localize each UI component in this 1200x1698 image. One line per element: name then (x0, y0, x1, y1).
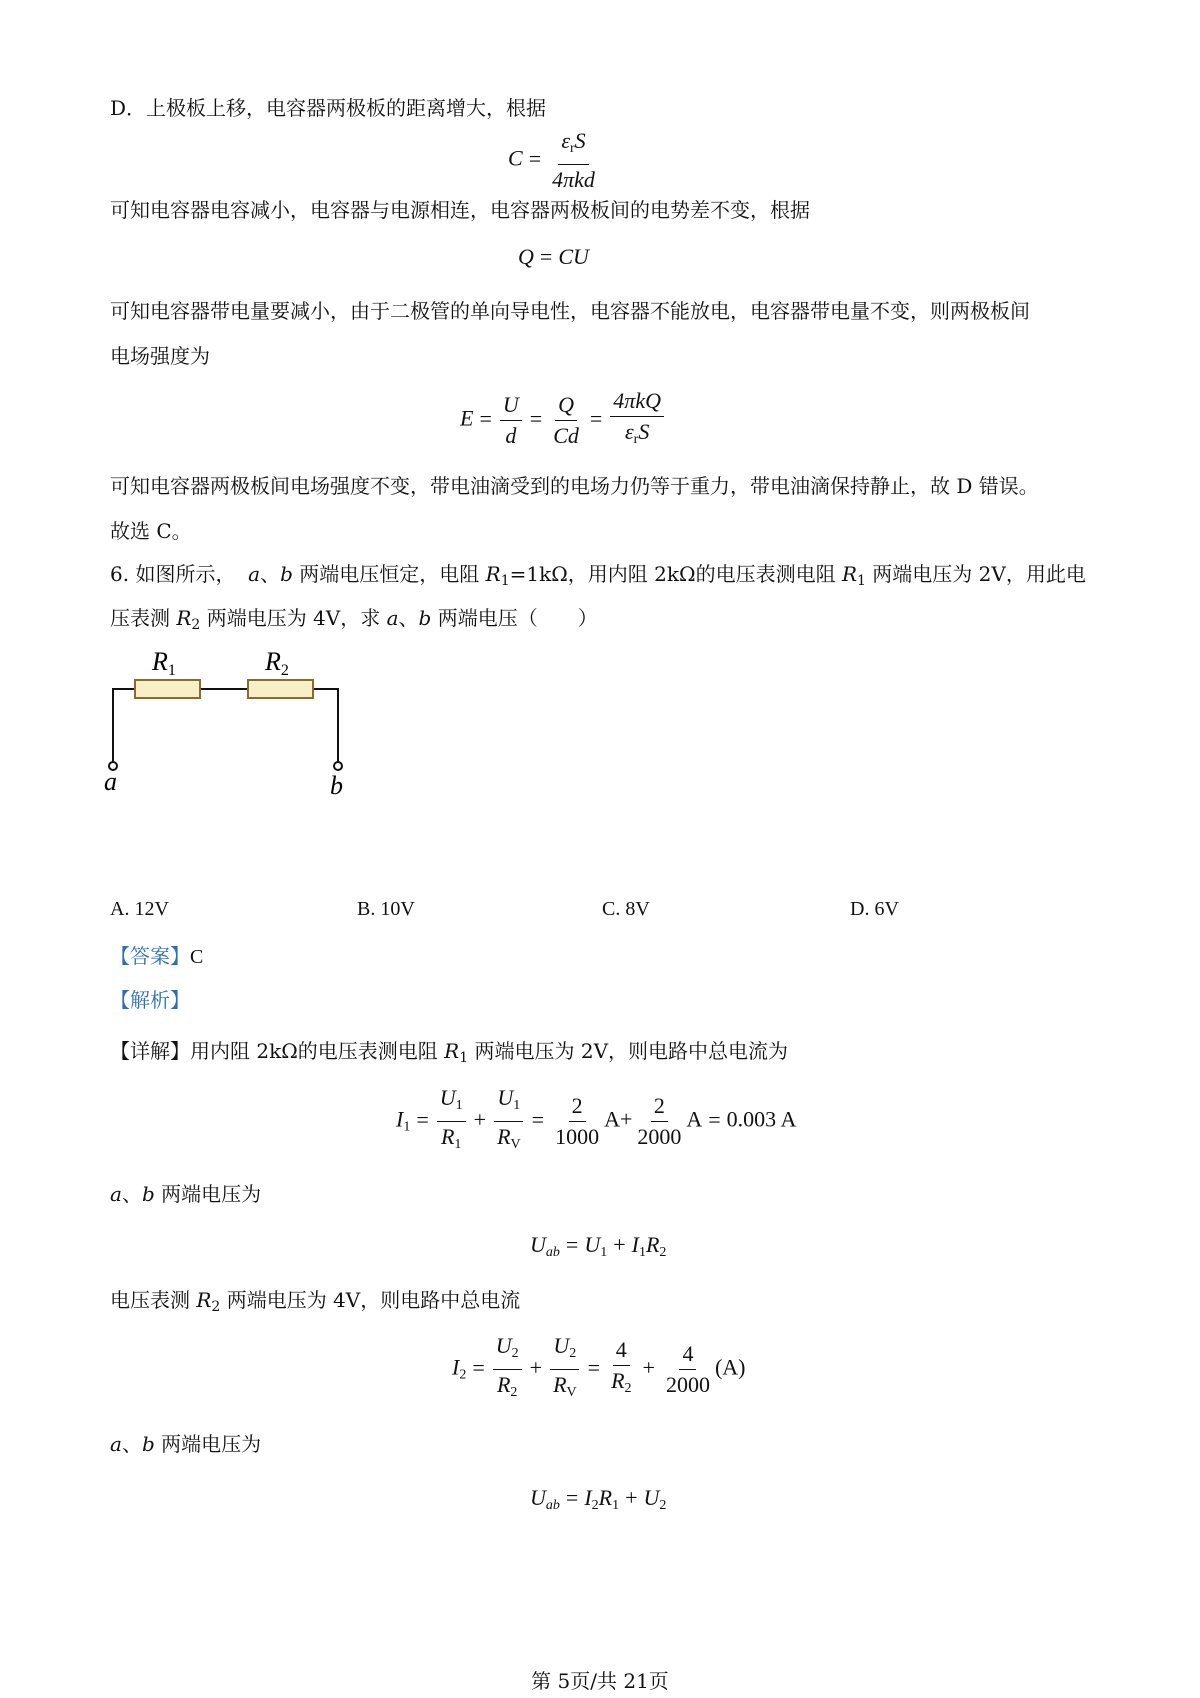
option-c: C. 8V (602, 898, 650, 920)
answer-value: C (190, 946, 204, 968)
label-terminal-a: a (104, 767, 117, 796)
label-r2: R2 (265, 647, 289, 679)
answer-tag: 【答案】 (110, 944, 190, 968)
equation-i1: $I_1$ = $\frac{U_1}{R_1}$ + $\frac{U_1}{R_V}$ = $\frac{2}{1000}$ A+ $\frac{2}{2000}$ A = 0.003 A (396, 1085, 797, 1152)
text-choose: 故选 C。 (110, 519, 192, 543)
circuit-diagram (90, 642, 390, 822)
equation-i2: $I_2$ = $\frac{U_2}{R_2}$ + $\frac{U_2}{R_V}$ = $\frac{4}{R_2}$ + $\frac{4}{2000}$ (A) (452, 1333, 746, 1400)
equation-capacitance: C = $\frac{\varepsilon_rS}{\text{4πkd}}$ (508, 128, 595, 192)
voltmeter-r2-line: 电压表测 $R_2$ 两端电压为 4V，则电路中总电流 (110, 1288, 521, 1315)
text-charge-line2: 电场强度为 (110, 344, 210, 368)
label-terminal-b: b (330, 771, 343, 800)
analysis-line (110, 986, 190, 1014)
equation-uab1: $U_{ab} = U_1 + I_1R_2$ (530, 1232, 667, 1260)
terminal-b-dot (334, 762, 342, 770)
option-d: D. 6V (850, 898, 899, 920)
equation-uab2: $U_{ab} = I_2R_1 + U_2$ (530, 1485, 667, 1513)
equation-field: E = $\frac{U}{d}$ = $\frac{Q}{Cd}$ = $\frac{\text{4πkQ}}{\varepsilon_rS}$ (460, 388, 666, 453)
option-a: A. 12V (110, 898, 169, 920)
question-line2: 压表测 $R_2$ 两端电压为 4V，求 a、b 两端电压（ ） (110, 606, 598, 633)
resistor-r2 (248, 680, 313, 698)
option-b: B. 10V (357, 898, 415, 920)
question-line1: 6. 如图所示， a、b 两端电压恒定，电阻 $R_1=1k\Omega$，用内阻 2kΩ的电压表测电阻 $R_1$ 两端电压为 2V，用此电 (110, 562, 1086, 589)
equation-charge: Q = CU (518, 244, 589, 269)
ab-voltage-line2: a、b 两端电压为 (110, 1432, 262, 1456)
analysis-tag: 【解析】 (110, 988, 190, 1012)
left-wire (113, 689, 135, 762)
text-d-intro: D．上极板上移，电容器两极板的距离增大，根据 (110, 96, 547, 120)
detail-tag: 【详解】 (110, 1039, 190, 1063)
resistor-r1 (135, 680, 200, 698)
text-charge-line1: 可知电容器带电量要减小，由于二极管的单向导电性，电容器不能放电，电容器带电量不变，则两极板间 (110, 299, 1030, 323)
text-cap-decrease: 可知电容器电容减小，电容器与电源相连，电容器两极板间的电势差不变，根据 (110, 198, 810, 222)
label-r1: R1 (152, 647, 176, 679)
text-field-const: 可知电容器两极板间电场强度不变，带电油滴受到的电场力仍等于重力，带电油滴保持静止，故 D 错误。 (110, 474, 1039, 498)
detail-line: 【详解】用内阻 2kΩ的电压表测电阻 $R_1$ 两端电压为 2V，则电路中总电流为 (110, 1039, 789, 1066)
ab-voltage-line1: a、b 两端电压为 (110, 1182, 262, 1206)
answer-line (110, 942, 203, 971)
page-footer: 第 5页/共 21页 (531, 1669, 669, 1693)
right-wire (313, 689, 338, 762)
